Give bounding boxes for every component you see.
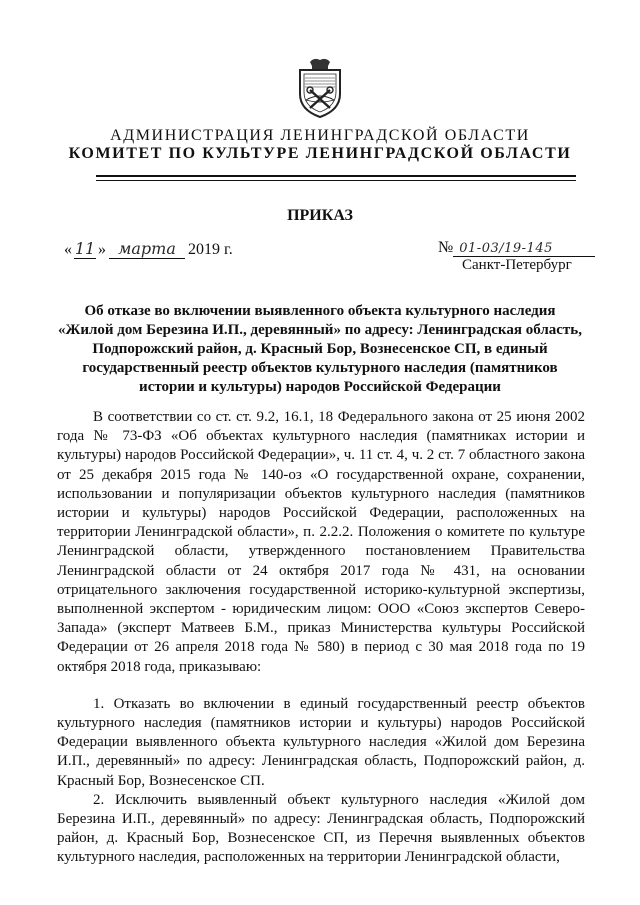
order-number-prefix: № [438,239,454,256]
org-line-administration: АДМИНИСТРАЦИЯ ЛЕНИНГРАДСКОЙ ОБЛАСТИ [110,127,530,144]
org-line-committee: КОМИТЕТ ПО КУЛЬТУРЕ ЛЕНИНГРАДСКОЙ ОБЛАСТИ [68,145,572,162]
city: Санкт-Петербург [462,257,572,273]
order-subject: Об отказе во включении выявленного объекта культурного наследия «Жилой дом Березина И.П., деревянный» по адресу: Ленинградская область, Подпорожский район, д. Красный Бор, Вознесенское СП, в единый государственный реестр объектов культурного наследия (памятников истории и культуры) народов Российской Федерации [58,303,582,395]
header-rule-thin [96,180,576,181]
date-open-quote: « [64,241,72,258]
date-close-quote: » [98,241,106,258]
date-month: марта [109,239,185,259]
order-number [438,239,595,257]
leningrad-oblast-coat-of-arms-icon [296,56,344,120]
order-item-2: 2. Исключить выявленный объект культурного наследия «Жилой дом Березина И.П., деревянный» по адресу: Ленинградская область, Подпорожский район, д. Красный Бор, Вознесенское СП, из Перечня выявленных объектов культурного наследия, расположенных на территории Ленинградской области, [57,791,585,866]
preamble-paragraph: В соответствии со ст. ст. 9.2, 16.1, 18 Федерального закона от 25 июня 2002 года № 73-ФЗ «Об объектах культурного наследия (памятниках истории и культуры) народов Российской Федерации», ч. 11 ст. 4, ч. 2 ст. 7 областного закона от 25 декабря 2015 года № 140-оз «О государственной охране, сохранении, использовании и популяризации объектов культурного наследия (памятников истории и культуры) народов Российской Федерации, расположенных на территории Ленинградской области», п. 2.2.2. Положения о комитете по культуре Ленинградской области, утвержденного постановлением Правительства Ленинградской области от 24 октября 2017 года № 431, на основании отрицательного заключения государственной историко-культурной экспертизы, выполненной экспертом - юридическим лицом: ООО «Союз экспертов Северо-Запада» (эксперт Матвеев Б.М., приказ Министерства культуры Российской Федерации от 26 апреля 2018 года № 580) в период с 30 мая 2018 года по 19 октября 2018 года, приказываю: [57,409,585,675]
date-year: 2019 г. [188,241,233,258]
date-day: 11 [74,239,96,258]
document-type-title: ПРИКАЗ [287,207,353,224]
order-date [64,239,233,259]
document-body [57,408,585,868]
order-number-value: 01-03/19-145 [453,241,595,257]
order-item-1: 1. Отказать во включении в единый государственный реестр объектов культурного наследия (памятников истории и культуры) народов Российской Федерации выявленного объекта культурного наследия «Жилой дом Березина И.П., деревянный» по адресу: Ленинградская область, Подпорожский район, д. Красный Бор, Вознесенское СП. [57,695,585,789]
header-rule-thick [96,175,576,177]
